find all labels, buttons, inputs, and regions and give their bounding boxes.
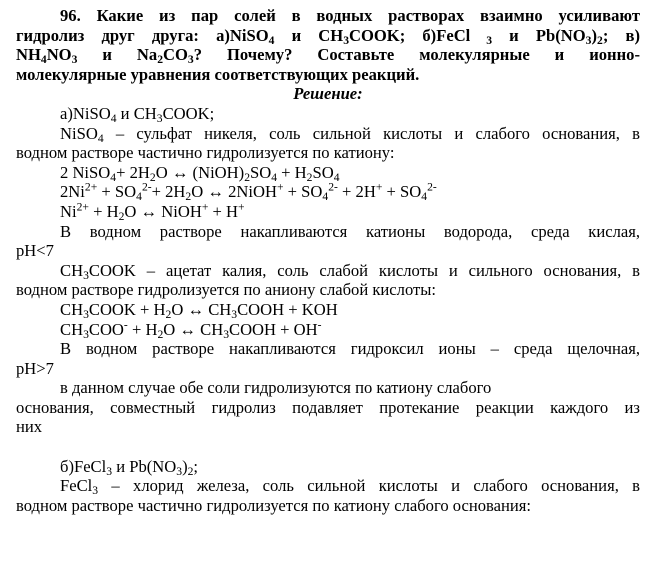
conclusion-line-2: основания, совместный гидролиз подавляет протекание реакции каждого из xyxy=(16,397,640,417)
acid-ph-value: pH<7 xyxy=(16,241,54,261)
base-medium-line: В водном растворе накапливаются гидроксил ионы – среда щелочная, xyxy=(60,339,640,359)
task-line-2: гидролиз друг друга: а)NiSO$_4$ и $CH_3COOK$; б)FeCl $_3$ и $Pb(NO_3)_2$; в) xyxy=(16,25,640,47)
base-ph-value: pH>7 xyxy=(16,358,54,378)
potassium-acetate-desc-cont: водном растворе гидролизуется по аниону слабой кислоты: xyxy=(16,280,437,300)
equation-5: $CH_3COO^- + H_2O$ ↔ $CH_3COOH + OH^-$ xyxy=(60,318,322,341)
task-line-3: $NH_4NO_3$ и $Na_2CO_3$? Почему? Составьте молекулярные и ионно- xyxy=(16,45,641,67)
conclusion-line-3: них xyxy=(16,417,43,437)
nickel-sulfate-desc-cont: водном растворе частично гидролизуется по катиону: xyxy=(16,143,395,163)
part-a-title: а)NiSO$_4$ и $CH_3COOK$; xyxy=(60,103,215,125)
task-line-4: молекулярные уравнения соответствующих реакций. xyxy=(16,64,420,84)
part-b-title: б)FeCl$_3$ и $Pb(NO_3)_2$; xyxy=(60,456,199,478)
solution-heading: Решение: xyxy=(293,84,363,104)
equation-2: $2Ni^{2+} + SO_4^{2-}+ 2H_2O$ ↔ 2NiOH+ + $SO_4^{2-} + 2H^+ + SO_4^{2-}$ xyxy=(60,180,437,204)
task-line-1: 96. Какие из пар солей в водных растворах взаимно усиливают xyxy=(60,6,640,25)
paragraph-gap xyxy=(16,437,640,457)
iron-chloride-desc: FeCl$_3$ – хлорид железа, соль сильной кислоты и слабого основания, в xyxy=(60,476,640,498)
conclusion-line-1: в данном случае обе соли гидролизуются по катиону слабого xyxy=(60,378,492,398)
equation-1: 2 NiSO$_4$+ $2H_2O$ ↔ $(NiOH)_2SO_4 + H_2SO_4$ xyxy=(60,162,340,184)
equation-3: $Ni^{2+} + H_2O$ ↔ NiOH+ + H+ xyxy=(60,200,245,223)
potassium-acetate-desc: $CH_3COOK$ – ацетат калия, соль слабой кислоты и сильного основания, в xyxy=(60,260,640,282)
equation-4: $CH_3COOK + H_2O$ ↔ $CH_3COOH$ + KOH xyxy=(60,299,338,321)
iron-chloride-desc-cont: водном растворе частично гидролизуется по катиону слабого основания: xyxy=(16,495,532,515)
acid-medium-line: В водном растворе накапливаются катионы водорода, среда кислая, xyxy=(60,221,640,241)
nickel-sulfate-desc: NiSO$_4$ – сульфат никеля, соль сильной кислоты и слабого основания, в xyxy=(60,123,640,145)
task-statement xyxy=(16,6,640,84)
